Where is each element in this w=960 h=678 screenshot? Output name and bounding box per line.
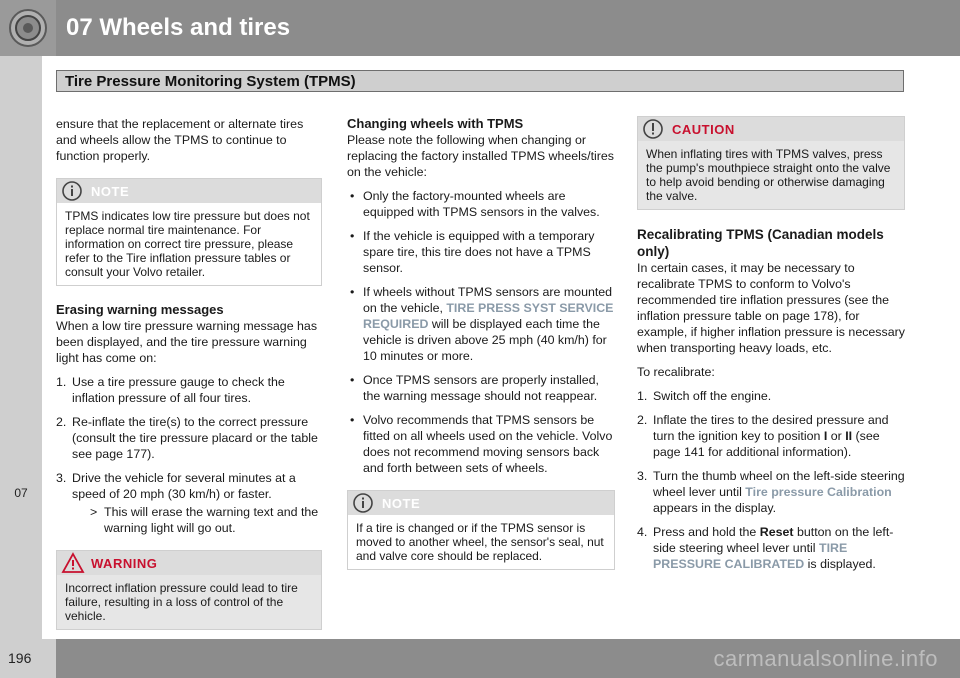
info-icon [352,492,374,518]
list-item: 3. Turn the thumb wheel on the left-side steering wheel lever until Tire pressure Calibration appears in the display. [637,469,905,515]
recalibrate-steps [637,388,905,572]
list-item: 4. Press and hold the Reset button on the left-side steering wheel lever until TIRE PRESSURE CALIBRATED is displayed. [637,525,894,571]
caution-header [638,117,904,141]
note-header [57,179,321,203]
column-1 [56,116,322,646]
section-title: Tire Pressure Monitoring System (TPMS) [65,73,356,90]
caution-icon [642,118,664,144]
section-header [56,70,904,92]
warning-text: Incorrect inflation pressure could lead to tire failure, resulting in a loss of control of the vehicle. [57,575,321,629]
caution-label: CAUTION [672,122,735,137]
warning-label: WARNING [91,556,158,571]
display-message: TIRE PRESSURE CALIBRATED [653,541,848,571]
note-text: TPMS indicates low tire pressure but does not replace normal tire maintenance. For information on correct tire pressure, please refer to the Tire inflation pressure tables or consult your Volvo retailer. [65,209,310,279]
note-box-2 [347,490,615,570]
chapter-tab: 07 [14,486,28,500]
intro-paragraph: ensure that the replacement or alternate tires and wheels allow the TPMS to continue to function properly. [56,117,304,163]
recalibrating-heading: Recalibrating TPMS (Canadian models only) [637,227,884,259]
display-message: TIRE PRESS SYST SERVICE REQUIRED [363,301,614,331]
erasing-heading: Erasing warning messages [56,302,224,317]
step-result: > This will erase the warning text and the warning light will go out. [90,505,319,535]
list-item: 3. Drive the vehicle for several minutes at a speed of 20 mph (30 km/h) or faster. > This will erase the warning text and the warning light will go out. [56,470,322,536]
list-item: 2. Re-inflate the tire(s) to the correct pressure (consult the tire pressure placard or the table see page 177). [56,415,318,461]
list-item: • If wheels without TPMS sensors are mounted on the vehicle, TIRE PRESS SYST SERVICE REQUIRED will be displayed each time the vehicle is driven above 25 mph (40 km/h) for 10 minutes or more. [350,285,614,363]
volvo-logo-icon [0,0,56,56]
display-message: Tire pressure Calibration [745,485,892,499]
page-number: 196 [8,650,32,666]
column-2 [347,116,615,586]
info-icon [61,180,83,206]
chapter-title: 07 Wheels and tires [66,14,291,41]
changing-wheels-list [347,188,615,476]
list-item: • Only the factory-mounted wheels are equipped with TPMS sensors in the valves. [350,189,600,219]
side-strip [0,56,42,639]
list-item: 1. Use a tire pressure gauge to check the inflation pressure of all four tires. [56,375,285,405]
list-item: 1. Switch off the engine. [637,389,772,403]
note-box [56,178,322,286]
recalibrating-intro: In certain cases, it may be necessary to recalibrate TPMS to conform to Volvo's recommended tire inflation pressures (see the inflation pressure table on page 178), for example, if higher inflation pressure is necessary when transporting heavy loads, etc. [637,261,905,355]
list-item: • If the vehicle is equipped with a temporary spare tire, this tire does not have a TPMS sensor. [350,229,595,275]
to-recalibrate-label: To recalibrate: [637,365,715,379]
erasing-steps [56,374,322,536]
changing-wheels-heading: Changing wheels with TPMS [347,116,524,131]
warning-box [56,550,322,630]
warning-header [57,551,321,575]
list-item: • Volvo recommends that TPMS sensors be fitted on all wheels used on the vehicle. Volvo does not recommend moving sensors back and forth between sets of wheels. [350,413,613,475]
note-header [348,491,614,515]
list-item: 2. Inflate the tires to the desired pressure and turn the ignition key to position I or II (see page 141 for additional information). [637,413,889,459]
watermark: carmanualsonline.info [713,646,938,671]
column-3 [637,116,905,580]
caution-box [637,116,905,210]
erasing-intro: When a low tire pressure warning message has been displayed, and the tire pressure warning light has come on: [56,319,318,365]
note-text: If a tire is changed or if the TPMS sensor is moved to another wheel, the sensor's seal, nut and valve core should be replaced. [356,521,604,563]
caution-text: When inflating tires with TPMS valves, press the pump's mouthpiece straight onto the valve to help avoid bending or otherwise damaging the valve. [638,141,904,209]
note-label: NOTE [91,184,130,199]
list-item: • Once TPMS sensors are properly installed, the warning message should not reappear. [350,373,599,403]
changing-wheels-intro: Please note the following when changing or replacing the factory installed TPMS wheels/tires on the vehicle: [347,133,614,179]
warning-triangle-icon [61,552,85,578]
note-label: NOTE [382,496,421,511]
